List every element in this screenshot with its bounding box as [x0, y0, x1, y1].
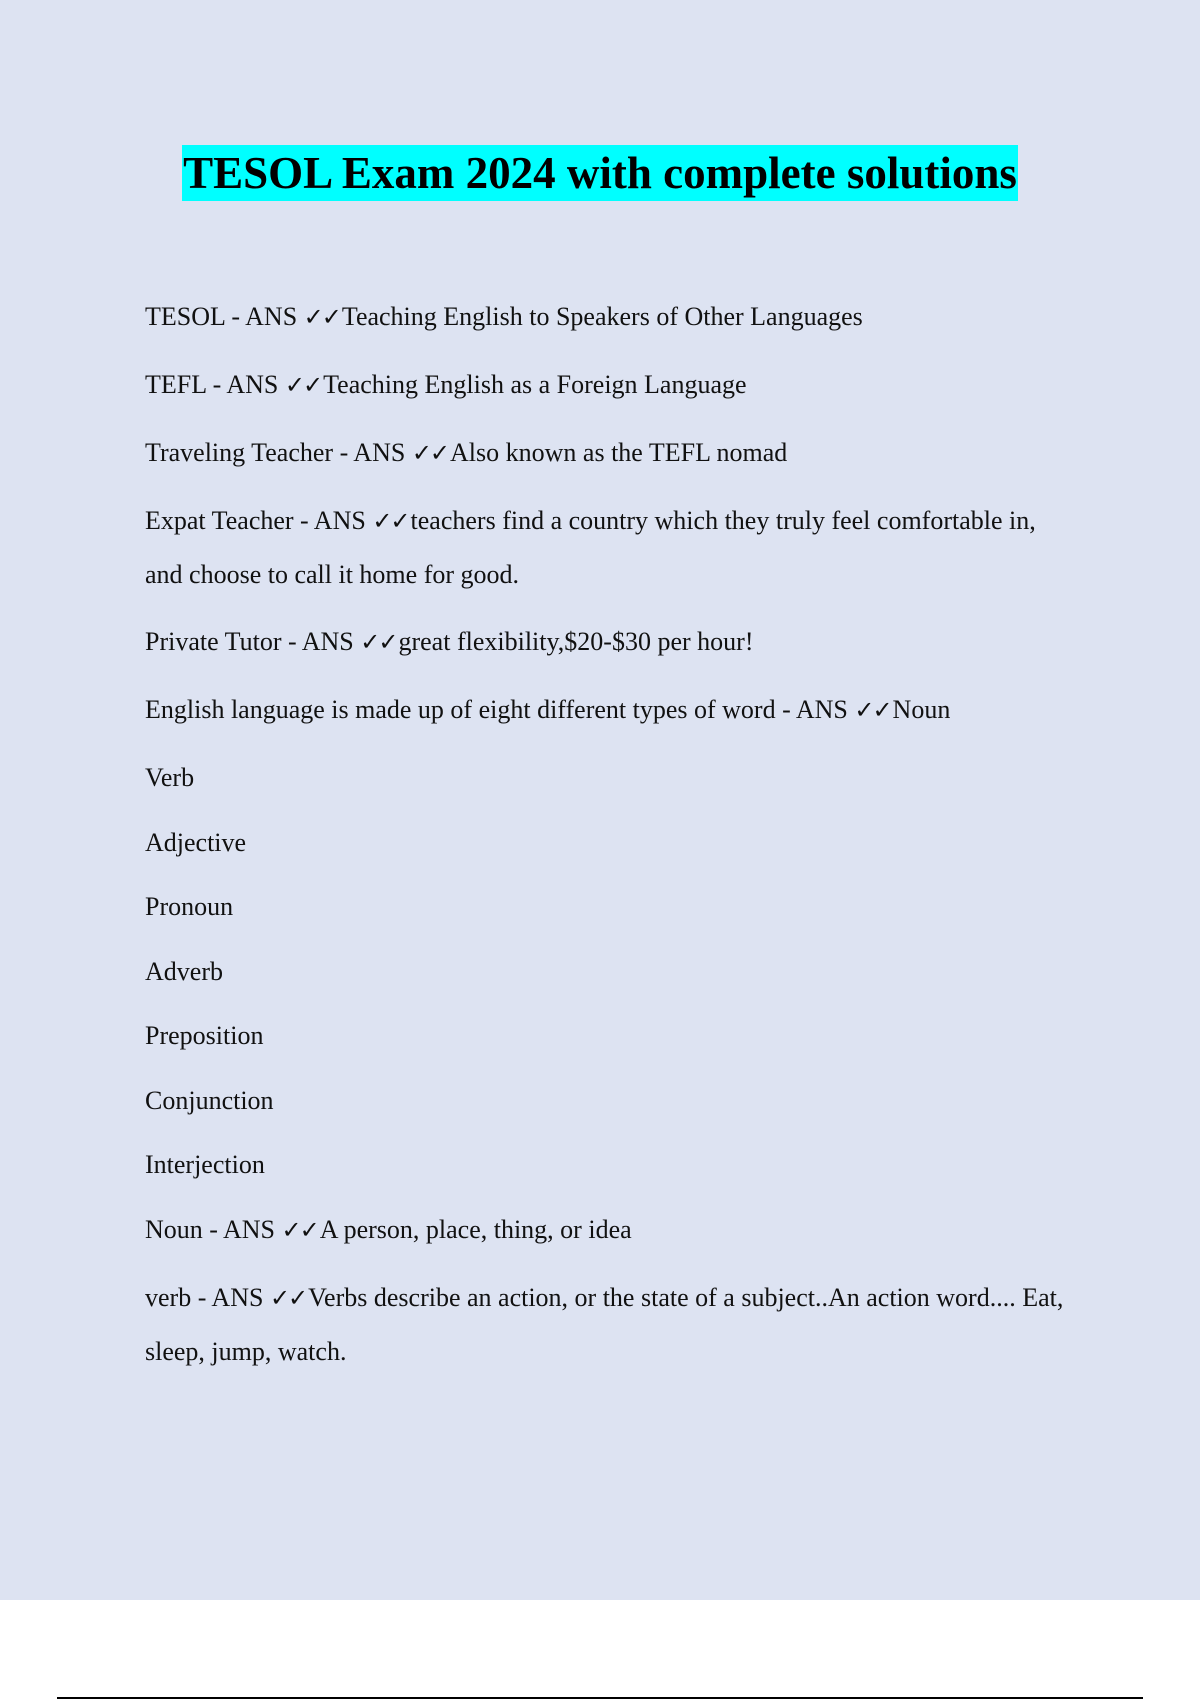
qa-answer: Teaching English as a Foreign Language [323, 370, 747, 399]
qa-answer: Teaching English to Speakers of Other Languages [341, 302, 863, 331]
double-check-icon: ✓✓ [854, 696, 891, 724]
qa-term: English language is made up of eight different types of word - [145, 695, 796, 724]
document-title: TESOL Exam 2024 with complete solutions [182, 145, 1018, 201]
ans-label: ANS [211, 1282, 270, 1312]
word-type-item: Verb [145, 763, 195, 792]
ans-label: ANS [795, 695, 855, 724]
qa-item [145, 290, 1075, 344]
qa-item [145, 1203, 1075, 1257]
double-check-icon: ✓✓ [281, 1215, 318, 1244]
qa-item [145, 426, 1075, 480]
qa-answer: teachers find a country which they truly feel comfortable in, and choose to call it home for good. [145, 506, 1036, 589]
qa-answer: A person, place, thing, or idea [319, 1214, 632, 1244]
double-check-icon: ✓✓ [269, 1283, 307, 1312]
double-check-icon: ✓✓ [360, 628, 397, 656]
word-type-item: Preposition [145, 1021, 264, 1050]
double-check-icon: ✓✓ [411, 439, 449, 467]
ans-label: ANS [313, 506, 373, 535]
word-type-item: Conjunction [145, 1085, 274, 1115]
ans-label: ANS [353, 438, 412, 467]
title-container [0, 145, 1200, 201]
word-type-item: Adjective [145, 827, 247, 857]
double-check-icon: ✓✓ [303, 303, 340, 331]
qa-answer: Noun [892, 695, 951, 724]
qa-item [145, 1271, 1075, 1378]
qa-item [145, 494, 1075, 601]
qa-term: Private Tutor - [145, 627, 302, 656]
word-type-item: Adverb [145, 956, 223, 986]
document-body [145, 290, 1075, 1392]
double-check-icon: ✓✓ [284, 371, 322, 399]
ans-label: ANS [245, 302, 304, 331]
qa-answer: great flexibility,$20-$30 per hour! [398, 627, 754, 656]
word-type-item: Pronoun [145, 892, 234, 921]
qa-answer: Verbs describe an action, or the state of a subject..An action word.... Eat, sleep, jump, watch. [145, 1282, 1064, 1366]
qa-term: verb - [145, 1282, 212, 1312]
qa-item [145, 683, 1075, 737]
ans-label: ANS [226, 370, 285, 399]
footer-divider [57, 1697, 1143, 1699]
qa-item [145, 615, 1075, 669]
double-check-icon: ✓✓ [372, 507, 409, 535]
ans-label: ANS [301, 627, 361, 656]
qa-term: Traveling Teacher - [145, 438, 354, 467]
qa-term: TEFL - [145, 370, 227, 399]
qa-term: Noun - [145, 1214, 223, 1244]
ans-label: ANS [223, 1214, 282, 1244]
qa-term: Expat Teacher - [145, 506, 314, 535]
qa-term: TESOL - [145, 302, 246, 331]
word-type-item: Interjection [145, 1150, 265, 1179]
qa-answer: Also known as the TEFL nomad [450, 438, 788, 467]
qa-item [145, 358, 1075, 412]
